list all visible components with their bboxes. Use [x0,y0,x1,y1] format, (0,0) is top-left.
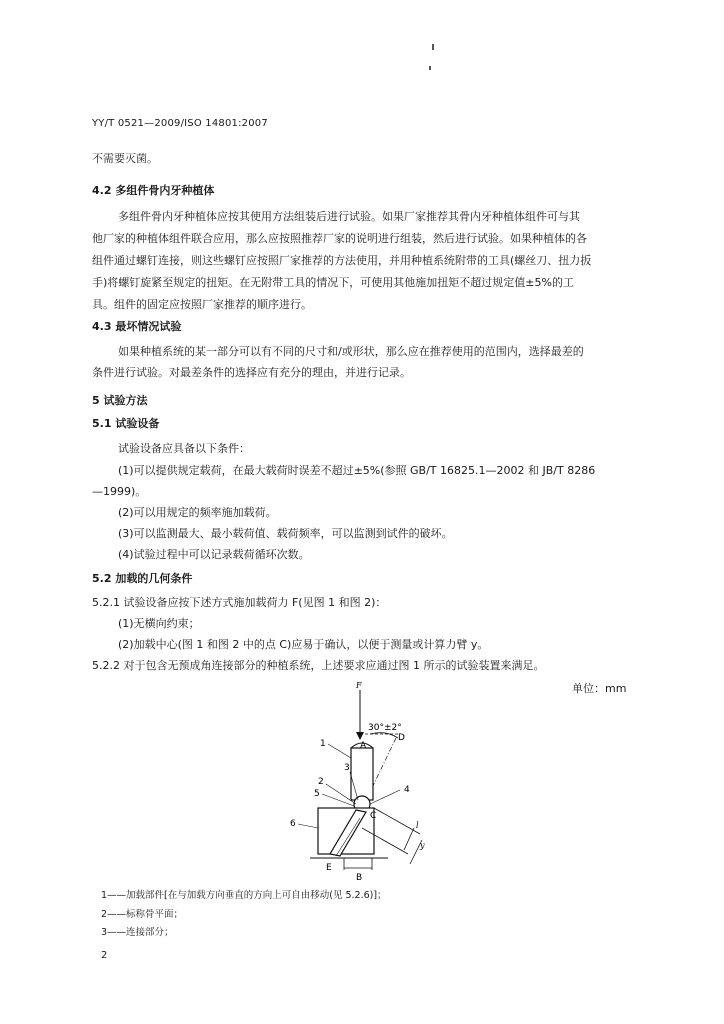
section-4-2-para-line-3: 组件通过螺钉连接，则这些螺钉应按照厂家推荐的方法使用，并用种植系统附带的工具(螺丝刀、扭力扳 [92,254,592,267]
section-5-heading: 5 试验方法 [92,394,148,407]
section-5-1-item-4: (4)试验过程中可以记录载荷循环次数。 [118,548,310,561]
callout-6: 6 [290,819,296,829]
intro-line: 不需要灭菌。 [92,152,158,165]
label-D: D [398,733,405,743]
angle-label: 30°±2° [368,723,402,733]
leader-1 [328,744,351,758]
callout-5: 5 [314,789,320,799]
section-5-2-2-text: 5.2.2 对于包含无预成角连接部分的种植系统，上述要求应通过图 1 所示的试验装置来满足。 [92,659,545,672]
legend-item-3: 3——连接部分； [101,927,174,938]
force-label: F [356,681,362,690]
label-E: E [326,863,332,873]
leader-4 [370,790,400,804]
section-5-1-item-3: (3)可以监测最大、最小载荷值、载荷频率，可以监测到试件的破坏。 [118,527,453,540]
section-4-3-para-line-1: 如果种植系统的某一部分可以有不同的尺寸和/或形状，那么应在推荐使用的范围内，选择最差的 [118,345,584,358]
dim-l-label: l [416,821,419,830]
callout-2: 2 [318,777,324,787]
leader-5 [322,794,354,806]
callout-4: 4 [404,785,410,795]
loading-member [351,748,373,800]
section-5-1-item-1: (1)可以提供规定载荷，在最大载荷时误差不超过±5%(参照 GB/T 16825.1—2002 和 JB/T 8286 [118,464,596,477]
unit-label: 单位：mm [572,682,627,695]
section-5-2-heading: 5.2 加载的几何条件 [92,572,193,585]
section-4-3-heading: 4.3 最坏情况试验 [92,320,182,333]
section-5-2-1-text: 5.2.1 试验设备应按下述方式施加载荷力 F(见图 1 和图 2)： [92,596,387,609]
label-C: C [370,811,377,821]
scan-speck [432,44,434,50]
legend-item-1: 1——加载部件[在与加载方向垂直的方向上可自由移动(见 5.2.6)]； [101,890,387,901]
section-4-2-para-line-4: 手)将螺钉旋紧至规定的扭矩。在无附带工具的情况下，可使用其他施加扭矩不超过规定值±5%的工 [92,276,574,289]
section-4-2-para-line-2: 他厂家的种植体组件联合应用，那么应按照推荐厂家的说明进行组装，然后进行试验。如果种植体的各 [92,232,587,245]
page-number: 2 [101,950,108,961]
label-A: A [360,741,367,751]
dim-y-label: y [420,841,425,850]
angle-arc [370,733,398,738]
section-5-2-1-item-1: (1)无横向约束； [118,617,200,630]
callout-3: 3 [344,763,350,773]
section-4-2-heading: 4.2 多组件骨内牙种植体 [92,184,215,197]
callout-1: 1 [320,739,326,749]
section-5-1-heading: 5.1 试验设备 [92,417,160,430]
section-5-1-item-2: (2)可以用规定的频率施加载荷。 [118,506,277,519]
scan-speck [429,66,431,70]
legend-item-2: 2——标称骨平面； [101,909,184,920]
section-4-3-para-line-2: 条件进行试验。对最差条件的选择应有充分的理由，并进行记录。 [92,366,411,379]
section-5-1-item-1-cont: —1999)。 [92,485,147,498]
dim-l-line [404,828,414,850]
section-4-2-para-line-1: 多组件骨内牙种植体应按其使用方法组装后进行试验。如果厂家推荐其骨内牙种植体组件可与其 [118,210,580,223]
force-arrow-head [356,732,364,740]
label-B: B [356,873,363,883]
section-4-2-para-line-5: 具。组件的固定应按照厂家推荐的顺序进行。 [92,298,312,311]
document-code-header: YY/T 0521—2009/ISO 14801:2007 [92,118,268,129]
section-5-1-intro: 试验设备应具备以下条件： [118,442,250,455]
test-setup-figure [270,678,470,888]
section-5-2-1-item-2: (2)加载中心(图 1 和图 2 中的点 C)应易于确认，以便于测量或计算力臂 y。 [118,638,489,651]
leader-6 [298,824,318,828]
